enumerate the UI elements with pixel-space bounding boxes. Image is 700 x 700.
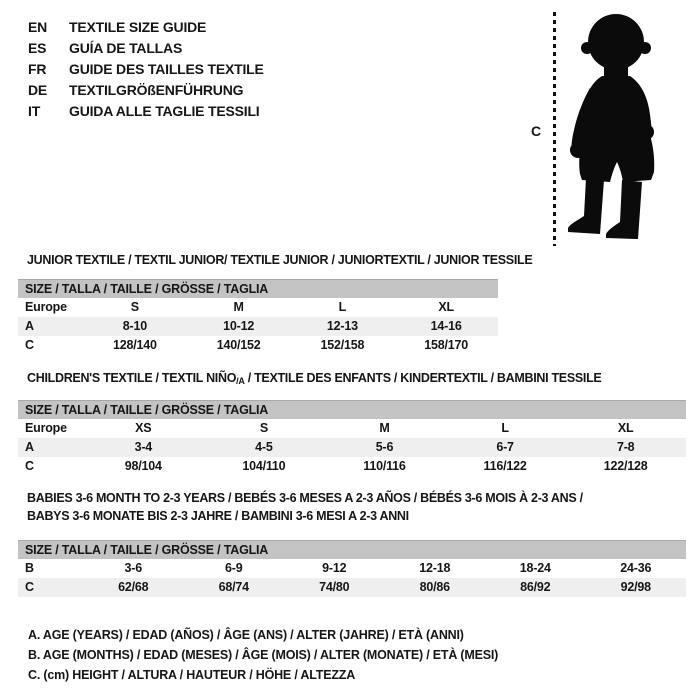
table-cell: M xyxy=(233,300,244,314)
language-code: DE xyxy=(28,81,48,98)
table-title: JUNIOR TEXTILE / TEXTIL JUNIOR/ TEXTILE JUNIOR / JUNIORTEXTIL / JUNIOR TESSILE xyxy=(27,253,533,267)
table-cell: 122/128 xyxy=(603,459,648,473)
language-row xyxy=(28,58,264,79)
language-row xyxy=(28,79,264,100)
language-code: FR xyxy=(28,60,47,77)
row-label: Europe xyxy=(25,300,67,314)
silhouette-ear-left xyxy=(581,42,593,54)
row-label: C xyxy=(25,580,34,594)
footnotes xyxy=(28,625,498,685)
table-cell: 14-16 xyxy=(430,319,462,333)
title-text: / TEXTILE DES ENFANTS / KINDERTEXTIL / BAMBINI TESSILE xyxy=(244,371,602,385)
silhouette-leg-right xyxy=(606,180,642,239)
language-code: IT xyxy=(28,102,41,119)
table-cell: 110/116 xyxy=(363,459,406,473)
silhouette-ear-right xyxy=(639,42,651,54)
row-label: C xyxy=(25,338,34,352)
row-label: A xyxy=(25,440,34,454)
silhouette-leg-left xyxy=(568,178,604,234)
table-row xyxy=(18,578,686,597)
table-cell: 128/140 xyxy=(112,338,157,352)
language-row xyxy=(28,100,264,121)
row-label: C xyxy=(25,459,34,473)
table-cell: 158/170 xyxy=(424,338,469,352)
babies-size-table xyxy=(18,489,686,597)
table-cell: 9-12 xyxy=(322,561,347,575)
language-label: TEXTILE SIZE GUIDE xyxy=(69,18,207,35)
table-cell: 7-8 xyxy=(616,440,635,454)
table-size-header: SIZE / TALLA / TAILLE / GRÖSSE / TAGLIA xyxy=(18,279,498,298)
table-cell: 18-24 xyxy=(519,561,551,575)
table-title xyxy=(18,489,686,525)
table-cell: 3-4 xyxy=(134,440,153,454)
language-code: ES xyxy=(28,39,47,56)
table-cell: 152/158 xyxy=(320,338,365,352)
table-cell: 86/92 xyxy=(520,580,551,594)
table-size-header: SIZE / TALLA / TAILLE / GRÖSSE / TAGLIA xyxy=(18,400,686,419)
row-label: A xyxy=(25,319,34,333)
table-cell: 6-9 xyxy=(225,561,243,575)
height-measure-label: C xyxy=(531,123,542,139)
language-label: GUIDE DES TAILLES TEXTILE xyxy=(69,60,264,77)
footnote-c: C. (cm) HEIGHT / ALTURA / HAUTEUR / HÖHE / ALTEZZA xyxy=(28,668,356,682)
table-cell: 68/74 xyxy=(218,580,249,594)
children-size-table xyxy=(18,371,686,476)
table-cell: M xyxy=(379,421,390,435)
title-line: BABIES 3-6 MONTH TO 2-3 YEARS / BEBÉS 3-6 MESES A 2-3 AÑOS / BÉBÉS 3-6 MOIS À 2-3 ANS / xyxy=(27,491,583,505)
language-label: TEXTILGRÖßENFÜHRUNG xyxy=(69,81,244,98)
table-cell: XL xyxy=(438,300,454,314)
table-title xyxy=(18,371,686,389)
table-cell: 116/122 xyxy=(483,459,527,473)
table-cell: 10-12 xyxy=(223,319,255,333)
table-cell: 92/98 xyxy=(620,580,651,594)
table-cell: 62/68 xyxy=(118,580,149,594)
table-cell: S xyxy=(259,421,268,435)
row-label: B xyxy=(25,561,34,575)
table-cell: L xyxy=(338,300,347,314)
table-cell: 12-18 xyxy=(419,561,451,575)
row-label: Europe xyxy=(25,421,67,435)
table-cell: 104/110 xyxy=(242,459,286,473)
table-row xyxy=(18,336,498,355)
table-cell: XL xyxy=(617,421,634,435)
language-code: EN xyxy=(28,18,48,35)
table-cell: 5-6 xyxy=(375,440,394,454)
table-cell: 6-7 xyxy=(496,440,514,454)
language-label: GUÍA DE TALLAS xyxy=(69,39,183,56)
table-row xyxy=(18,419,686,438)
table-row xyxy=(18,298,498,317)
language-list xyxy=(28,16,264,121)
table-cell: 140/152 xyxy=(216,338,261,352)
junior-size-table xyxy=(18,253,533,355)
table-cell: 98/104 xyxy=(124,459,162,473)
table-cell: 3-6 xyxy=(124,561,142,575)
table-cell: 74/80 xyxy=(319,580,350,594)
table-row xyxy=(18,457,686,476)
silhouette-head xyxy=(588,14,644,70)
title-line: BABYS 3-6 MONATE BIS 2-3 JAHRE / BAMBINI 3-6 MESI A 2-3 ANNI xyxy=(27,509,409,523)
table-cell: L xyxy=(501,421,509,435)
table-cell: 24-36 xyxy=(620,561,652,575)
table-row xyxy=(18,438,686,457)
title-subscript: /A xyxy=(236,376,245,386)
table-cell: 80/86 xyxy=(419,580,450,594)
table-cell: 12-13 xyxy=(326,319,358,333)
language-row xyxy=(28,37,264,58)
toddler-silhouette xyxy=(556,4,674,244)
title-text: CHILDREN'S TEXTILE / TEXTIL NIÑO xyxy=(27,371,237,385)
footnote-b: B. AGE (MONTHS) / EDAD (MESES) / ÂGE (MOIS) / ALTER (MONATE) / ETÀ (MESI) xyxy=(28,648,499,662)
table-cell: S xyxy=(130,300,139,314)
table-size-header: SIZE / TALLA / TAILLE / GRÖSSE / TAGLIA xyxy=(18,540,686,559)
table-cell: 4-5 xyxy=(255,440,273,454)
table-row xyxy=(18,317,498,336)
table-row xyxy=(18,559,686,578)
language-label: GUIDA ALLE TAGLIE TESSILI xyxy=(69,102,260,119)
table-cell: 8-10 xyxy=(122,319,147,333)
table-cell: XS xyxy=(135,421,152,435)
silhouette-shorts xyxy=(579,132,654,182)
footnote-a: A. AGE (YEARS) / EDAD (AÑOS) / ÂGE (ANS) / ALTER (JAHRE) / ETÀ (ANNI) xyxy=(28,628,464,642)
language-row xyxy=(28,16,264,37)
